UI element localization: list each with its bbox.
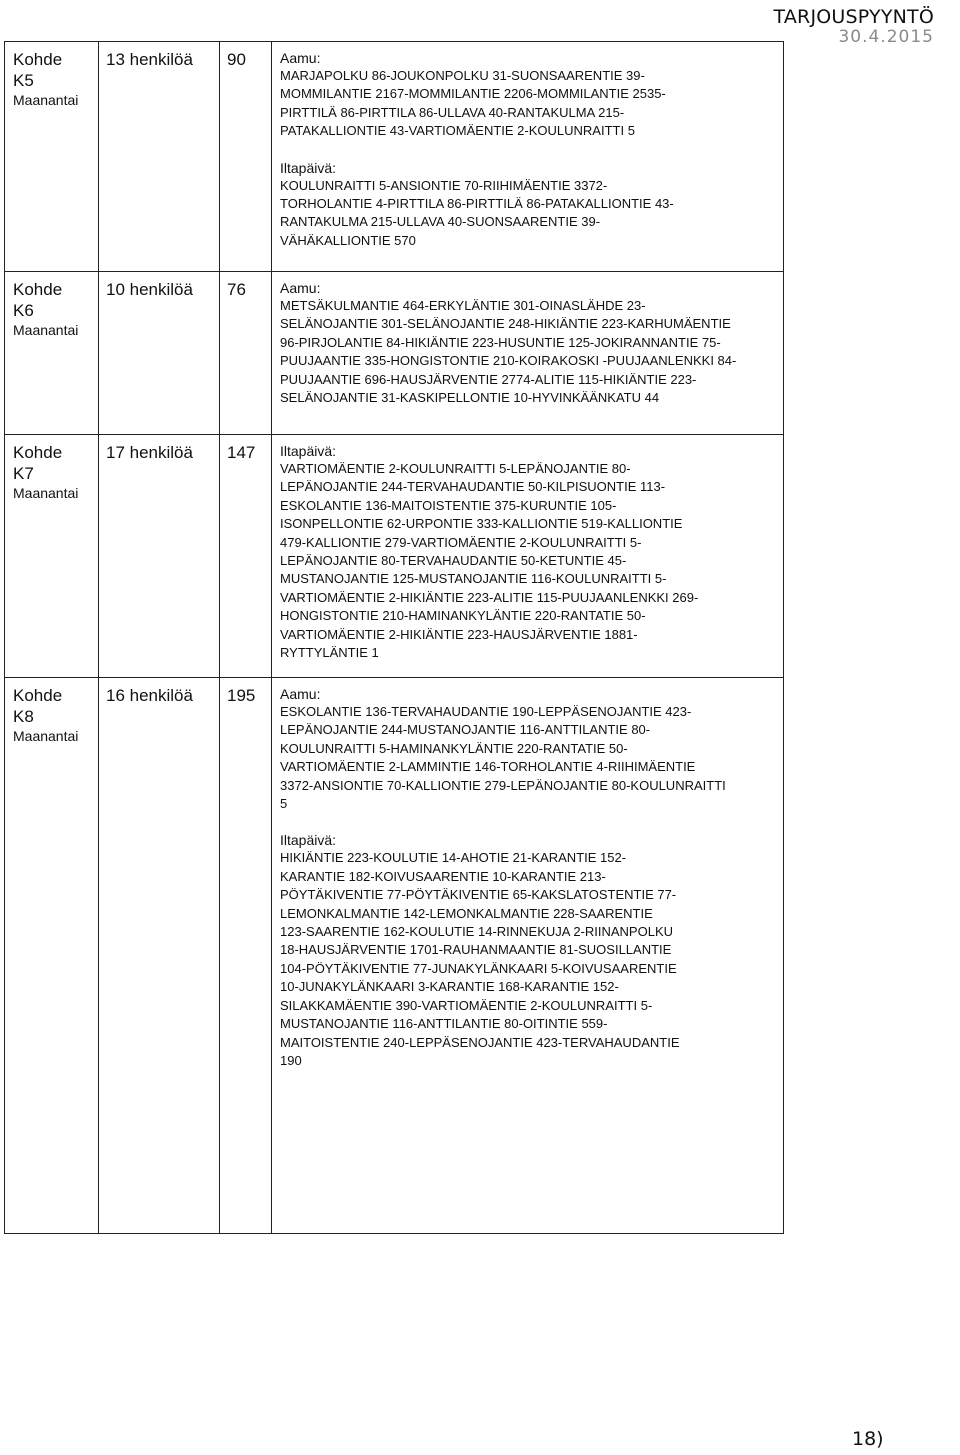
count-cell	[99, 42, 220, 272]
kohde-cell	[5, 678, 99, 1234]
kohde-day: Maanantai	[13, 322, 79, 338]
period-label: Aamu:	[280, 280, 321, 296]
route-text: VARTIOMÄENTIE 2-KOULUNRAITTI 5-LEPÄNOJANTIE 80- LEPÄNOJANTIE 244-TERVAHAUDANTIE 50-KILPISUONTIE 113- ESKOLANTIE 136-MAITOISTENTIE 375-KURUNTIE 105- ISONPELLONTIE 62-URPONTIE 333-KALLIONTIE 519-KALLIONTIE 479-KALLIONTIE 279-VARTIOMÄENTIE 2-KOULUNRAITTI 5- LEPÄNOJANTIE 80-TERVAHAUDANTIE 50-KETUNTIE 45- MUSTANOJANTIE 125-MUSTANOJANTIE 116-KOULUNRAITTI 5- VARTIOMÄENTIE 2-HIKIÄNTIE 223-ALITIE 115-PUUJAANLENKKI 269- HONGISTONTIE 210-HAMINANKYLÄNTIE 220-RANTATIE 50- VARTIOMÄENTIE 2-HIKIÄNTIE 223-HAUSJÄRVENTIE 1881- RYTTYLÄNTIE 1	[280, 461, 699, 661]
route-text: METSÄKULMANTIE 464-ERKYLÄNTIE 301-OINASLÄHDE 23- SELÄNOJANTIE 301-SELÄNOJANTIE 248-HIKIÄNTIE 223-KARHUMÄENTIE 96-PIRJOLANTIE 84-HIKIÄNTIE 223-HUSUNTIE 125-JOKIRANNANTIE 75- PUUJAANTIE 335-HONGISTONTIE 210-KOIRAKOSKI -PUUJAANLENKKI 84- PUUJAANTIE 696-HAUSJÄRVENTIE 2774-ALITIE 115-HIKIÄNTIE 223- SELÄNOJANTIE 31-KASKIPELLONTIE 10-HYVINKÄÄNKATU 44	[280, 298, 737, 406]
kohde-cell	[5, 272, 99, 435]
kohde-cell	[5, 42, 99, 272]
passenger-count: 17 henkilöä	[106, 443, 193, 462]
route-text: MARJAPOLKU 86-JOUKONPOLKU 31-SUONSAARENTIE 39- MOMMILANTIE 2167-MOMMILANTIE 2206-MOMMILANTIE 2535- PIRTTILÄ 86-PIRTTILA 86-ULLAVA 40-RANTAKULMA 215- PATAKALLIONTIE 43-VARTIOMÄENTIE 2-KOULUNRAITTI 5	[280, 68, 666, 139]
kohde-day: Maanantai	[13, 92, 79, 108]
kohde-day: Maanantai	[13, 485, 79, 501]
kohde-day: Maanantai	[13, 728, 79, 744]
number-cell	[220, 678, 272, 1234]
description-cell	[272, 678, 784, 1234]
passenger-count: 10 henkilöä	[106, 280, 193, 299]
document-title: TARJOUSPYYNTÖ	[773, 6, 934, 28]
route-text: KOULUNRAITTI 5-ANSIONTIE 70-RIIHIMÄENTIE 3372- TORHOLANTIE 4-PIRTTILA 86-PIRTTILÄ 86-PATAKALLIONTIE 43- RANTAKULMA 215-ULLAVA 40-SUONSAARENTIE 39- VÄHÄKALLIONTIE 570	[280, 177, 674, 248]
kohde-label: Kohde	[13, 50, 63, 69]
number-cell	[220, 272, 272, 435]
passenger-count: 13 henkilöä	[106, 50, 193, 69]
page-number: 18)	[852, 1428, 884, 1450]
count-cell	[99, 678, 220, 1234]
kohde-id: K5	[13, 71, 34, 90]
table-row	[5, 678, 784, 1234]
kohde-label: Kohde	[13, 686, 63, 705]
kohde-id: K6	[13, 301, 34, 320]
description-cell	[272, 272, 784, 435]
number-cell	[220, 42, 272, 272]
route-number: 90	[227, 50, 246, 69]
period-label: Aamu:	[280, 50, 321, 66]
route-text: ESKOLANTIE 136-TERVAHAUDANTIE 190-LEPPÄSENOJANTIE 423- LEPÄNOJANTIE 244-MUSTANOJANTIE 116-ANTTILANTIE 80- KOULUNRAITTI 5-HAMINANKYLÄNTIE 220-RANTATIE 50- VARTIOMÄENTIE 2-LAMMINTIE 146-TORHOLANTIE 4-RIIHIMÄENTIE 3372-ANSIONTIE 70-KALLIONTIE 279-LEPÄNOJANTIE 80-KOULUNRAITTI 5	[280, 704, 726, 812]
kohde-id: K7	[13, 464, 34, 483]
route-number: 76	[227, 280, 246, 299]
number-cell	[220, 435, 272, 678]
kohde-cell	[5, 435, 99, 678]
table-row	[5, 42, 784, 272]
period-label: Iltapäivä:	[280, 443, 337, 459]
passenger-count: 16 henkilöä	[106, 686, 193, 705]
period-label: Aamu:	[280, 686, 321, 702]
count-cell	[99, 435, 220, 678]
description-cell	[272, 435, 784, 678]
route-table	[4, 41, 784, 1234]
table-row	[5, 272, 784, 435]
count-cell	[99, 272, 220, 435]
table-row	[5, 435, 784, 678]
kohde-label: Kohde	[13, 280, 63, 299]
route-number: 195	[227, 686, 256, 705]
route-text: HIKIÄNTIE 223-KOULUTIE 14-AHOTIE 21-KARANTIE 152- KARANTIE 182-KOIVUSAARENTIE 10-KARANTIE 213- PÖYTÄKIVENTIE 77-PÖYTÄKIVENTIE 65-KAKSLATOSTENTIE 77- LEMONKALMANTIE 142-LEMONKALMANTIE 228-SAARENTIE 123-SAARENTIE 162-KOULUTIE 14-RINNEKUJA 2-RIINANPOLKU 18-HAUSJÄRVENTIE 1701-RAUHANMAANTIE 81-SUOSILLANTIE 104-PÖYTÄKIVENTIE 77-JUNAKYLÄNKAARI 5-KOIVUSAARENTIE 10-JUNAKYLÄNKAARI 3-KARANTIE 168-KARANTIE 152- SILAKKAMÄENTIE 390-VARTIOMÄENTIE 2-KOULUNRAITTI 5- MUSTANOJANTIE 116-ANTTILANTIE 80-OITINTIE 559- MAITOISTENTIE 240-LEPPÄSENOJANTIE 423-TERVAHAUDANTIE 190	[280, 850, 680, 1068]
period-label: Iltapäivä:	[280, 832, 337, 849]
kohde-id: K8	[13, 707, 34, 726]
route-number: 147	[227, 443, 256, 462]
period-label: Iltapäivä:	[280, 159, 337, 176]
document-date: 30.4.2015	[838, 27, 934, 47]
description-cell	[272, 42, 784, 272]
kohde-label: Kohde	[13, 443, 63, 462]
